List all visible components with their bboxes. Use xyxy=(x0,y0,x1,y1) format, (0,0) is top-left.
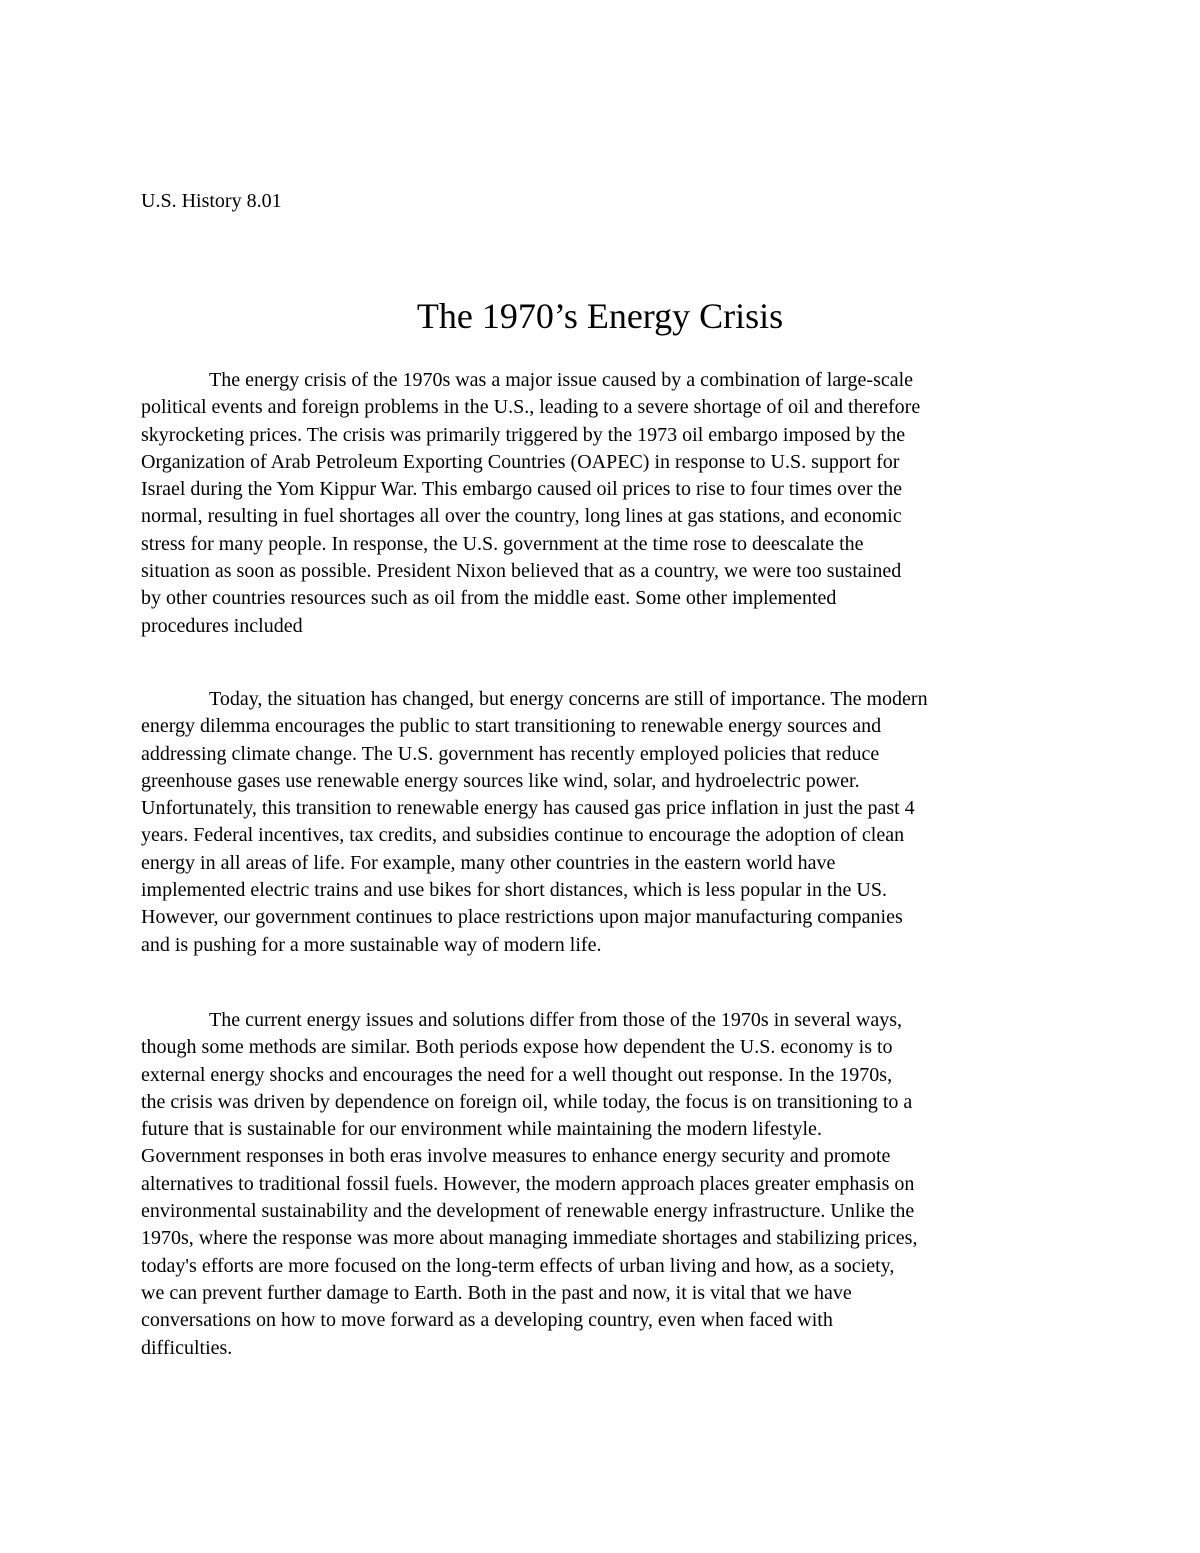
paragraph-line: Israel during the Yom Kippur War. This embargo caused oil prices to rise to four times over the xyxy=(141,478,903,501)
paragraph-line: 1970s, where the response was more about managing immediate shortages and stabilizing prices, xyxy=(141,1227,918,1250)
paragraph-line: However, our government continues to place restrictions upon major manufacturing companies xyxy=(141,906,903,929)
paragraph-line: energy dilemma encourages the public to start transitioning to renewable energy sources and xyxy=(141,715,882,738)
paragraph-line: Organization of Arab Petroleum Exporting Countries (OAPEC) in response to U.S. support for xyxy=(141,450,900,473)
paragraph-line: today's efforts are more focused on the long-term effects of urban living and how, as a society, xyxy=(141,1254,895,1277)
paragraph-line: alternatives to traditional fossil fuels. However, the modern approach places greater emphasis on xyxy=(141,1172,915,1195)
paragraph-line: procedures included xyxy=(141,614,303,637)
paragraph-line: years. Federal incentives, tax credits, and subsidies continue to encourage the adoption of clean xyxy=(141,824,905,847)
paragraph-line: environmental sustainability and the development of renewable energy infrastructure. Unlike the xyxy=(141,1200,915,1223)
paragraph-line: we can prevent further damage to Earth. Both in the past and now, it is vital that we have xyxy=(141,1281,852,1304)
paragraph-line: the crisis was driven by dependence on foreign oil, while today, the focus is on transitioning to a xyxy=(141,1090,913,1113)
paragraph-line: conversations on how to move forward as a developing country, even when faced with xyxy=(141,1309,833,1332)
essay-title: The 1970’s Energy Crisis xyxy=(416,296,784,336)
paragraph-line: Unfortunately, this transition to renewable energy has caused gas price inflation in just the past 4 xyxy=(141,797,915,820)
paragraph-line: Today, the situation has changed, but energy concerns are still of importance. The modern xyxy=(209,688,928,710)
paragraph-2 xyxy=(141,686,1081,959)
paragraph-line: external energy shocks and encourages the need for a well thought out response. In the 1970s, xyxy=(141,1063,893,1086)
paragraph-line: greenhouse gases use renewable energy sources like wind, solar, and hydroelectric power. xyxy=(141,769,860,792)
paragraph-line: The current energy issues and solutions differ from those of the 1970s in several ways, xyxy=(209,1009,902,1031)
paragraph-line: situation as soon as possible. President Nixon believed that as a country, we were too sustained xyxy=(141,560,902,583)
paragraph-line: difficulties. xyxy=(141,1336,233,1359)
paragraph-1 xyxy=(141,367,1081,640)
course-label: U.S. History 8.01 xyxy=(141,190,282,212)
paragraph-line: The energy crisis of the 1970s was a major issue caused by a combination of large-scale xyxy=(209,369,914,391)
paragraph-3 xyxy=(141,1007,1081,1362)
paragraph-line: stress for many people. In response, the U.S. government at the time rose to deescalate the xyxy=(141,532,864,555)
paragraph-line: though some methods are similar. Both periods expose how dependent the U.S. economy is to xyxy=(141,1036,893,1059)
paragraph-line: skyrocketing prices. The crisis was primarily triggered by the 1973 oil embargo imposed by the xyxy=(141,423,906,446)
paragraph-line: implemented electric trains and use bikes for short distances, which is less popular in the US. xyxy=(141,879,887,902)
paragraph-line: future that is sustainable for our environment while maintaining the modern lifestyle. xyxy=(141,1118,822,1141)
paragraph-line: by other countries resources such as oil from the middle east. Some other implemented xyxy=(141,587,837,610)
paragraph-line: normal, resulting in fuel shortages all over the country, long lines at gas stations, and economic xyxy=(141,505,902,528)
paragraph-line: energy in all areas of life. For example, many other countries in the eastern world have xyxy=(141,851,836,874)
paragraph-line: and is pushing for a more sustainable way of modern life. xyxy=(141,933,602,956)
paragraph-line: addressing climate change. The U.S. government has recently employed policies that reduce xyxy=(141,742,880,765)
paragraph-line: Government responses in both eras involve measures to enhance energy security and promote xyxy=(141,1145,891,1168)
paragraph-line: political events and foreign problems in the U.S., leading to a severe shortage of oil and therefore xyxy=(141,396,921,419)
